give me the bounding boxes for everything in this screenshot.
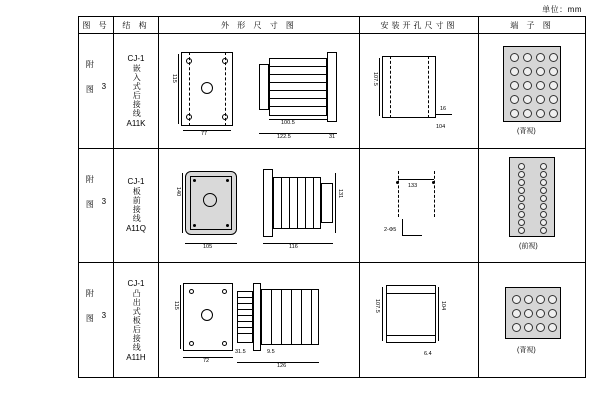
table-row [79, 148, 586, 263]
row3-outline-cell [159, 263, 360, 378]
row3-mount-dim-64: 6.4 [424, 351, 432, 358]
row1-side-back [259, 64, 269, 110]
row2-mount-dim-2phi5: 2-Φ5 [384, 226, 397, 233]
row2-no-label: 附 图 [85, 174, 95, 212]
row3-no-num: 3 [99, 311, 109, 325]
table-row [79, 263, 586, 378]
row2-no-cell [79, 148, 114, 263]
row1-struct-code: CJ-1 [127, 53, 145, 63]
row3-dim-72: 72 [203, 358, 210, 365]
row1-struct-model: A11K [126, 118, 146, 128]
row1-mount-dash-r [428, 56, 429, 118]
row1-struct-text: 嵌入式后接线 [132, 63, 142, 118]
spec-table [78, 16, 586, 378]
row2-dim-105-line [185, 243, 237, 244]
row1-dim-1005: 100.5 [281, 120, 295, 126]
row1-no-label: 附 图 [85, 60, 95, 97]
row3-hatch-block [237, 291, 253, 343]
col-header-term: 端 子 图 [479, 17, 586, 34]
row1-side-l3 [269, 82, 327, 83]
row3-term-caption: (背视) [517, 347, 536, 355]
row2-dim-105: 105 [203, 243, 213, 250]
row1-dim-115: 115 [171, 74, 177, 83]
row3-no-cell [79, 263, 114, 378]
row1-side-l5 [269, 98, 327, 99]
row3-dim-315: 31.5 [235, 349, 246, 356]
row2-dim-131: 131 [337, 188, 343, 198]
row3-struct-cell [114, 263, 159, 378]
row2-no-num: 3 [99, 196, 109, 210]
col-header-no: 图 号 [79, 17, 114, 34]
row3-terminal-panel [505, 287, 561, 339]
row1-no-num: 3 [99, 82, 109, 95]
row3-term-cell [479, 263, 586, 378]
row1-term-caption: (背视) [517, 128, 536, 135]
row3-mount-cell [360, 263, 479, 378]
row3-no-label: 附 图 [85, 289, 95, 327]
row1-mount-dim-line [379, 58, 380, 116]
row3-struct-model: A11H [126, 352, 146, 362]
row1-term-cell [479, 34, 586, 149]
row2-mount-dim-133: 133 [408, 182, 418, 189]
col-header-mount: 安装开孔尺寸图 [360, 17, 479, 34]
row2-mount-axis2 [434, 171, 435, 217]
row2-mount-cell [360, 148, 479, 263]
row3-mount-dim-104: 104 [440, 301, 446, 311]
row2-dim-116: 116 [289, 243, 298, 250]
col-header-outline: 外 形 尺 寸 图 [159, 17, 360, 34]
row1-terminal-panel [503, 46, 561, 122]
row1-dim-31: 31 [329, 134, 336, 140]
row2-side-flange [263, 169, 273, 237]
row1-dim-1225-line [259, 133, 337, 134]
row2-outline-cell [159, 148, 360, 263]
row3-struct-text: 凸出式板后接线 [132, 288, 142, 352]
row1-side-l6 [269, 106, 327, 107]
row1-side-l1 [269, 66, 327, 67]
row2-struct-code: CJ-1 [127, 177, 145, 187]
row1-hole-tl [186, 58, 192, 64]
row3-mid-flange [253, 283, 261, 351]
row2-mount-axis [398, 171, 399, 217]
row1-struct-cell [114, 34, 159, 149]
row1-center-circle [201, 82, 213, 94]
row1-dim-77: 77 [201, 131, 208, 137]
row2-struct-cell [114, 148, 159, 263]
row1-dim-77-line [183, 130, 231, 131]
row2-term-cell [479, 148, 586, 263]
row2-dim-140: 140 [175, 186, 181, 196]
row1-side-l2 [269, 74, 327, 75]
row2-struct-text: 板前接线 [132, 187, 142, 224]
row1-outline-cell [159, 34, 360, 149]
row3-dim-95: 9.5 [267, 349, 275, 356]
row1-mount-dim-1075: 107.5 [372, 72, 378, 86]
row2-side-tail [321, 183, 333, 223]
row1-no-cell [79, 34, 114, 149]
row3-struct-code: CJ-1 [127, 278, 145, 288]
row1-dim-1225: 122.5 [277, 134, 291, 140]
row2-dim-140-line [182, 173, 183, 233]
row2-center-circle [203, 193, 217, 207]
row1-mount-dim-16: 16 [440, 106, 447, 112]
col-header-struct: 结 构 [114, 17, 159, 34]
row2-term-caption: (前视) [519, 242, 538, 250]
row1-hole-br [222, 114, 228, 120]
row2-terminal-panel [509, 157, 555, 237]
row3-dim-115: 115 [173, 301, 179, 311]
table-header-row [79, 17, 586, 34]
row3-mount-dim-1075: 107.5 [374, 299, 380, 314]
row2-struct-model: A11Q [126, 224, 146, 234]
row2-dim-116-line [263, 243, 333, 244]
row2-mount-dim-line [398, 179, 434, 180]
row1-mount-cell [360, 34, 479, 149]
row1-side-flange [327, 52, 337, 122]
row1-hole-tr [222, 58, 228, 64]
unit-note: 单位：mm [542, 5, 582, 14]
row1-mount-dash-l [390, 56, 391, 118]
row1-dim-115-line [178, 54, 179, 124]
row1-mount-dim-104: 104 [436, 124, 446, 130]
row1-hole-bl [186, 114, 192, 120]
row1-side-l4 [269, 90, 327, 91]
row1-mount-dim-16-line [436, 114, 452, 115]
row3-dim-126: 126 [277, 363, 287, 370]
row1-dim-1005-line [269, 119, 327, 120]
table-row [79, 34, 586, 149]
